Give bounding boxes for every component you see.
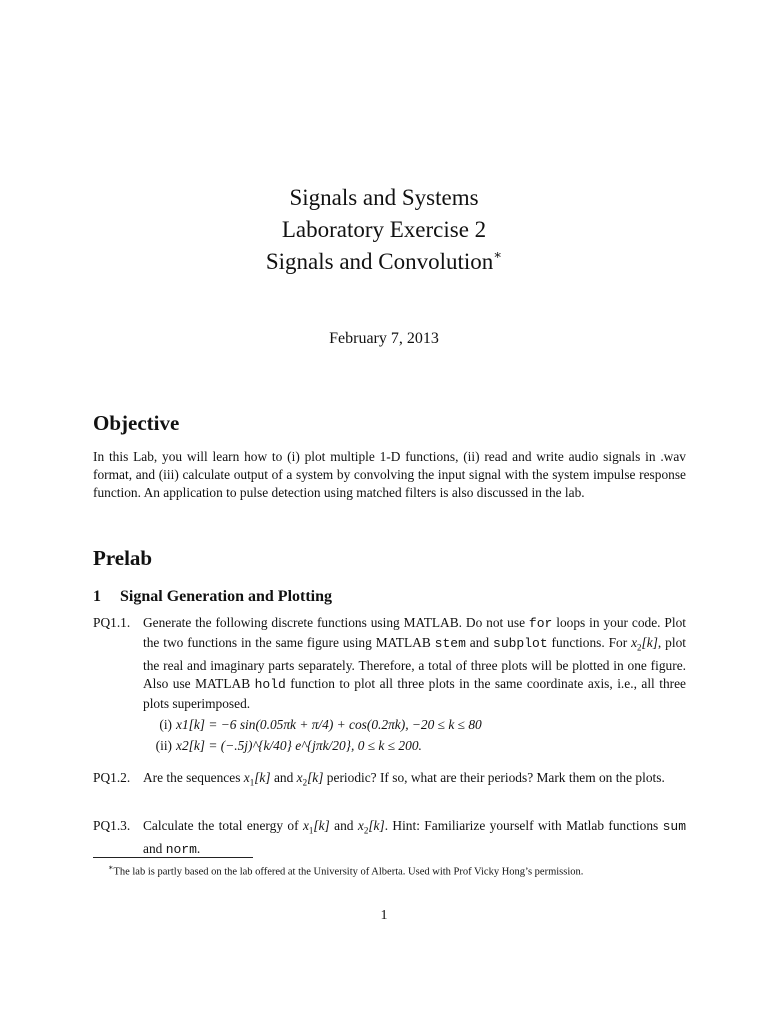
equation-text: x1[k] = −6 sin(0.05πk + π/4) + cos(0.2πk), −20 ≤ k ≤ 80 xyxy=(176,717,482,732)
text-run: and xyxy=(143,841,166,857)
math-x2k: $x_2[k]$ xyxy=(357,818,385,836)
text-run: and xyxy=(465,634,494,650)
question-pq1-2 xyxy=(93,769,686,792)
text-run: and xyxy=(329,818,358,833)
math-x1k: $x_1[k]$ xyxy=(302,818,330,836)
objective-text: In this Lab, you will learn how to (i) plot multiple 1-D functions, (ii) read and write audio signals in .wav format, and (iii) calculate output of a system by convolving the input signal with the system impulse response function. An application to pulse detection using matched filters is also discussed in the lab. xyxy=(93,449,686,500)
title-line-1: Signals and Systems xyxy=(289,185,479,210)
question-text xyxy=(143,817,686,860)
text-run: , plot the real and imaginary parts separately. Therefore, a total of three plots will be plotted in one figure. Also use MATLAB xyxy=(143,634,686,692)
text-run: Calculate the total energy of xyxy=(143,818,303,833)
text-run: . xyxy=(196,841,201,857)
text-run: and xyxy=(270,770,297,785)
title-line-3 xyxy=(0,246,768,278)
code-subplot: subplot xyxy=(493,635,548,651)
title-block xyxy=(0,182,768,278)
objective-heading: Objective xyxy=(93,411,180,435)
text-run: function to plot all three plots in the same coordinate axis, i.e., all three plots superimposed. xyxy=(143,676,686,711)
title-line-2: Laboratory Exercise 2 xyxy=(281,217,487,242)
question-label: PQ1.3. xyxy=(93,818,131,833)
equation-list xyxy=(149,714,482,756)
section-number: 1 xyxy=(93,588,101,605)
prelab-heading: Prelab xyxy=(93,546,153,570)
question-text xyxy=(143,614,686,713)
code-hold: hold xyxy=(254,677,286,693)
equation-1 xyxy=(149,714,482,735)
question-pq1-1 xyxy=(93,614,686,713)
title-line-3-text: Signals and Convolution xyxy=(265,249,494,274)
math-x1k: $x_1[k]$ xyxy=(243,770,271,788)
footnote-divider xyxy=(93,857,253,858)
text-run: Are the sequences xyxy=(143,770,244,785)
text-run: functions. For xyxy=(547,634,632,650)
page-number: 1 xyxy=(380,908,388,923)
section-heading xyxy=(93,588,332,606)
question-label: PQ1.2. xyxy=(93,770,131,785)
footnote-text: The lab is partly based on the lab offered at the University of Alberta. Used with Prof Vicky Hong’s permission. xyxy=(113,866,584,878)
code-for: for xyxy=(528,616,553,631)
math-x2k: $x_2[k]$ xyxy=(296,770,324,788)
question-text xyxy=(143,769,686,792)
footnote xyxy=(108,861,583,880)
text-run: periodic? If so, what are their periods? Mark them on the plots. xyxy=(323,770,665,785)
text-run: Generate the following discrete functions using MATLAB. Do not use xyxy=(143,615,529,630)
footnote-mark: ∗ xyxy=(108,863,114,872)
code-norm: norm xyxy=(165,842,197,858)
equation-2 xyxy=(149,735,482,756)
question-pq1-3 xyxy=(93,817,686,860)
equation-text: x2[k] = (−.5j)^{k/40} e^{jπk/20}, 0 ≤ k ≤ 200. xyxy=(176,738,422,753)
code-sum: sum xyxy=(662,819,687,834)
math-x2k: $x_2[k]$ xyxy=(631,634,658,653)
text-run: . Hint: Familiarize yourself with Matlab functions xyxy=(384,818,663,833)
equation-enum: (ii) xyxy=(155,738,172,753)
document-date: February 7, 2013 xyxy=(329,330,439,347)
code-stem: stem xyxy=(434,635,466,651)
text-run: loops in your code. Plot the two functions in the same figure using MATLAB xyxy=(143,615,686,650)
section-title: Signal Generation and Plotting xyxy=(120,588,333,605)
title-footnote-mark: ∗ xyxy=(493,247,503,262)
question-label: PQ1.1. xyxy=(93,615,131,630)
equation-enum: (i) xyxy=(159,717,172,732)
